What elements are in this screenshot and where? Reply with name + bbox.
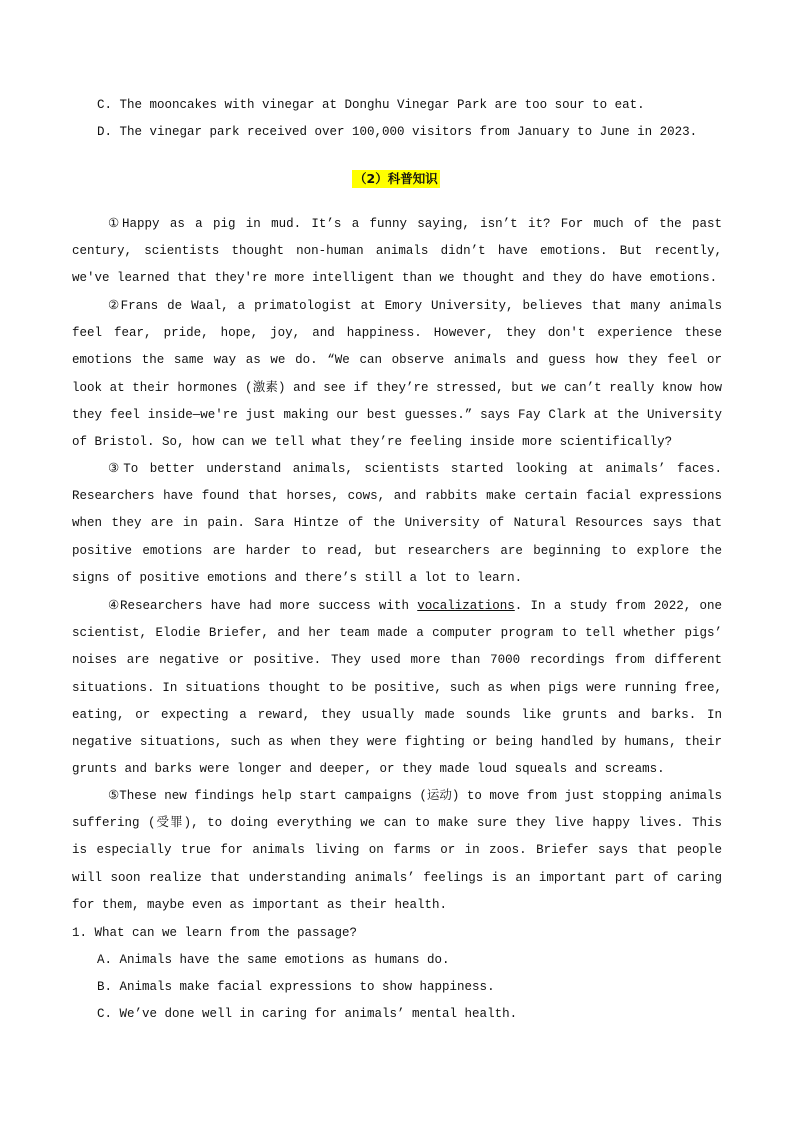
paragraph-5: ⑤These new findings help start campaigns (运动) to move from just stopping animals suffering (受罪), to doing everything we can to make sure they live happy lives. This is especially true for animals living on farms or in zoos. Briefer says that people will soon realize that understanding animals’ feelings is an important part of caring for them, maybe even as important as their health. (72, 789, 722, 912)
question-1-option-b: B. Animals make facial expressions to show happiness. (97, 980, 495, 994)
question-1-option-c: C. We’ve done well in caring for animals’ mental health. (97, 1007, 518, 1021)
section-heading: （2）科普知识 (354, 171, 438, 186)
paragraph-2: ②Frans de Waal, a primatologist at Emory University, believes that many animals feel fear, pride, hope, joy, and happiness. However, they don't experience these emotions the same way as we do. “We can observe animals and guess how they feel or look at their hormones (激素) and see if they’re stressed, but we can’t really know how they feel inside—we're just making our best guesses.” says Fay Clark at the University of Bristol. So, how can we tell what they’re feeling inside more scientifically? (72, 299, 722, 450)
paragraph-1: ①Happy as a pig in mud. It’s a funny saying, isn’t it? For much of the past century, scientists thought non-human animals didn’t have emotions. But recently, we've learned that they're more intelligent than we thought and they do have emotions. (72, 217, 722, 286)
paragraph-4 (72, 593, 722, 783)
paragraph-4-rest: . In a study from 2022, one scientist, Elodie Briefer, and her team made a computer program to tell whether pigs’ noises are negative or positive. They used more than 7000 recordings from different situations. In situations thought to be positive, such as when pigs were running free, eating, or expecting a reward, they usually made sounds like grunts and barks. In negative situations, such as when they were fighting or being handled by humans, their grunts and barks were longer and deeper, or they made loud squeals and screams. (72, 599, 722, 777)
underlined-word-vocalizations: vocalizations (417, 599, 515, 613)
option-c-prev: C. The mooncakes with vinegar at Donghu Vinegar Park are too sour to eat. (97, 98, 645, 112)
question-1-stem: 1. What can we learn from the passage? (72, 926, 358, 940)
option-d-prev: D. The vinegar park received over 100,000 visitors from January to June in 2023. (97, 125, 698, 139)
question-1-option-a: A. Animals have the same emotions as humans do. (97, 953, 450, 967)
paragraph-4-start: ④Researchers have had more success with (108, 599, 418, 613)
paragraph-3: ③To better understand animals, scientists started looking at animals’ faces. Researchers have found that horses, cows, and rabbits make certain facial expressions when they are in pain. Sara Hintze of the University of Natural Resources says that positive emotions are harder to read, but researchers are beginning to explore the signs of positive emotions and there’s still a lot to learn. (72, 462, 722, 585)
